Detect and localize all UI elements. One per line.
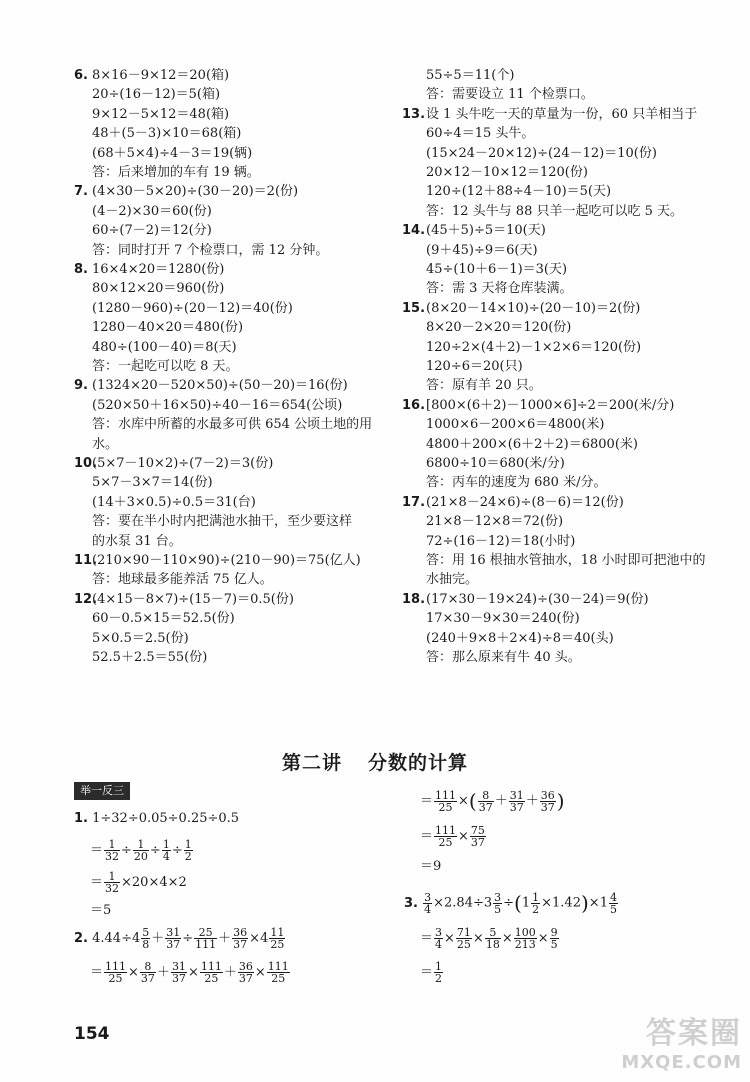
q3-line3: ＝ $\frac{1}{2}$ (420, 960, 443, 985)
answer-text: 答：一起吃可以吃 8 天。 (92, 359, 239, 374)
answer-text: 48＋(5－3)×10＝68(箱) (92, 126, 242, 142)
answer-text: (520×50＋16×50)÷40－16＝654(公顷) (92, 397, 343, 413)
answer-text: 60÷4＝15 头牛。 (426, 126, 535, 142)
section-title-lecture: 第二讲 (281, 752, 342, 774)
answer-text: (14＋3×0.5)÷0.5＝31(台) (92, 494, 256, 510)
answer-text: 480÷(100－40)＝8(天) (92, 339, 237, 355)
answer-text: 答：后来增加的车有 19 辆。 (92, 165, 260, 180)
answer-text: (45＋5)÷5＝10(天) (426, 223, 546, 239)
answer-text: 4800＋200×(6＋2＋2)＝6800(米) (426, 436, 638, 452)
answer-text: 1000×6－200×6＝4800(米) (426, 417, 605, 433)
answer-text: (15×24－20×12)÷(24－12)＝10(份) (426, 145, 657, 161)
q2-line5: ＝9 (420, 859, 442, 874)
answer-text: 9×12－5×12＝48(箱) (92, 106, 230, 122)
answer-text: (68＋5×4)÷4－3＝19(辆) (92, 145, 253, 161)
answer-text: 20÷(16－12)＝5(箱) (92, 87, 221, 103)
answer-text: 5×0.5＝2.5(份) (92, 630, 189, 646)
answer-text: 55÷5＝11(个) (426, 68, 515, 83)
q2-line1: 2. 4.44÷4 $\frac{5}{8}$ ＋ $\frac{31}{37}$ ÷ $\frac{25}{111}$ ＋ $\frac{36}{37}$ ×4 $\frac{11}{25}$ (74, 924, 286, 954)
problem-number: 10. (74, 456, 98, 471)
answer-text: 120÷6＝20(只) (426, 359, 523, 374)
answer-text: 答：需要设立 11 个检票口。 (426, 87, 594, 103)
answer-text: 6800÷10＝680(米/分) (426, 456, 565, 471)
answer-text: 1280－40×20＝480(份) (92, 320, 244, 336)
answer-text: 答：要在半小时内把满池水抽干，至少要这样 (92, 514, 353, 530)
answer-text: 72÷(16－12)＝18(小时) (426, 533, 576, 549)
q1-number: 1. (74, 811, 88, 826)
exercise-tag: 举一反三 (74, 782, 130, 800)
answer-text: 水抽完。 (426, 572, 479, 588)
answer-text: 答：丙车的速度为 680 米/分。 (426, 475, 607, 491)
answer-text: 答：用 16 根抽水管抽水，18 小时即可把池中的 (426, 553, 706, 568)
answer-text: (17×30－19×24)÷(30－24)＝9(份) (426, 591, 649, 607)
q1-line3-tail: ×20×4×2 (121, 875, 187, 890)
answer-text: 答：那么原来有牛 40 头。 (426, 650, 581, 665)
answer-text: (4×15－8×7)÷(15－7)＝0.5(份) (92, 591, 294, 607)
watermark-text: 答案圈 (646, 1016, 742, 1051)
q2-prefix: 4.44÷4 (92, 931, 141, 946)
answer-text: 设 1 头牛吃一天的草量为一份，60 只羊相当于 (426, 106, 698, 122)
answer-text: (9＋45)÷9＝6(天) (426, 242, 538, 258)
answer-text: [800×(6＋2)－1000×6]÷2＝200(米/分) (426, 397, 675, 413)
answer-text: (5×7－10×2)÷(7－2)＝3(份) (92, 456, 274, 471)
answer-text: 答：同时打开 7 个检票口，需 12 分钟。 (92, 242, 329, 258)
answer-text: 60÷(7－2)＝12(分) (92, 223, 212, 239)
answer-text: 的水泵 31 台。 (92, 533, 182, 549)
page-number: 154 (74, 1024, 110, 1044)
answer-text: 16×4×20＝1280(份) (92, 262, 225, 277)
answer-text: 答：水库中所蓄的水最多可供 654 公顷土地的用 (92, 417, 373, 433)
section-heading (0, 748, 750, 775)
q3-line1: 3. $\frac{3}{4}$ ×2.84÷3 $\frac{3}{5}$ ÷(1 $\frac{1}{2}$ ×1.42)×1 $\frac{4}{5}$ (404, 888, 619, 918)
answer-text: 52.5＋2.5＝55(份) (92, 650, 208, 665)
answer-text: 5×7－3×7＝14(份) (92, 475, 213, 491)
q1-line1 (74, 804, 239, 834)
answer-text: 答：原有羊 20 只。 (426, 378, 542, 394)
problem-number: 6. (74, 68, 88, 83)
answer-text: 80×12×20＝960(份) (92, 281, 225, 297)
answer-text: (1280－960)÷(20－12)＝40(份) (92, 300, 293, 316)
q2-number: 2. (74, 931, 88, 946)
q1-line4: ＝5 (90, 903, 112, 918)
answer-text: (1324×20－520×50)÷(50－20)＝16(份) (92, 378, 348, 394)
watermark-logo (600, 1008, 750, 1082)
answer-text: 60－0.5×15＝52.5(份) (92, 611, 235, 627)
answer-text: 21×8－12×8＝72(份) (426, 514, 564, 530)
answer-text: 水。 (92, 436, 119, 452)
q1-line3: ＝ $\frac{1}{32}$ ×20×4×2 (90, 870, 187, 895)
answer-text: 8×20－2×20＝120(份) (426, 320, 572, 336)
answer-text: 答：地球最多能养活 75 亿人。 (92, 572, 273, 588)
answer-text: 答：需 3 天将仓库装满。 (426, 281, 573, 297)
q3-line2: ＝ $\frac{3}{4}$ × $\frac{71}{25}$ × $\frac{5}{18}$ × $\frac{100}{213}$ × $\frac{9}{5}$ (420, 926, 558, 951)
answer-text: (8×20－14×10)÷(20－10)＝2(份) (426, 300, 641, 316)
answer-text: 120÷2×(4＋2)－1×2×6＝120(份) (426, 339, 642, 355)
answer-text: 8×16－9×12＝20(箱) (92, 68, 230, 83)
answer-text: 17×30－9×30＝240(份) (426, 611, 580, 627)
answer-text: 120÷(12＋88÷4－10)＝5(天) (426, 184, 612, 200)
problem-number: 16. (402, 397, 426, 413)
q2-line3: ＝ $\frac{111}{25}$ ×( $\frac{8}{37}$ ＋ $\frac{31}{37}$ ＋ $\frac{36}{37}$ ) (420, 788, 565, 814)
answer-text: (210×90－110×90)÷(210－90)＝75(亿人) (92, 553, 361, 568)
answer-text: (4－2)×30＝60(份) (92, 203, 212, 219)
answer-text: 20×12－10×12＝120(份) (426, 165, 588, 180)
answer-text: 45÷(10＋6－1)＝3(天) (426, 262, 568, 277)
answer-text: (4×30－5×20)÷(30－20)＝2(份) (92, 184, 299, 200)
problem-number: 15. (402, 300, 426, 316)
problem-number: 17. (402, 494, 426, 510)
section-title-topic: 分数的计算 (368, 752, 469, 774)
q2-line4: ＝ $\frac{111}{25}$ × $\frac{75}{37}$ (420, 824, 485, 849)
problem-number: 11. (74, 553, 98, 568)
answer-text: (240＋9×8＋2×4)÷8＝40(头) (426, 630, 614, 646)
answer-text: (21×8－24×6)÷(8－6)＝12(份) (426, 494, 624, 510)
problem-number: 14. (402, 223, 426, 239)
q3-number: 3. (404, 895, 418, 911)
q1-line2: ＝ $\frac{1}{32}$ ÷ $\frac{1}{20}$ ÷ $\frac{1}{4}$ ÷ $\frac{1}{2}$ (90, 838, 192, 863)
answer-text: 答：12 头牛与 88 只羊一起吃可以吃 5 天。 (426, 203, 684, 219)
problem-number: 18. (402, 591, 426, 607)
q2-line2: ＝ $\frac{111}{25}$ × $\frac{8}{37}$ ＋ $\frac{31}{37}$ × $\frac{111}{25}$ ＋ $\frac{36}{37}$ × $\frac{111}{25}$ (90, 960, 289, 985)
problem-number: 13. (402, 106, 426, 122)
problem-number: 12. (74, 591, 98, 607)
problem-number: 9. (74, 378, 88, 394)
problem-number: 8. (74, 262, 88, 277)
problem-number: 7. (74, 184, 88, 200)
q1-expression: 1÷32÷0.05÷0.25÷0.5 (92, 811, 240, 826)
watermark-url: MXQE.COM (621, 1052, 742, 1073)
